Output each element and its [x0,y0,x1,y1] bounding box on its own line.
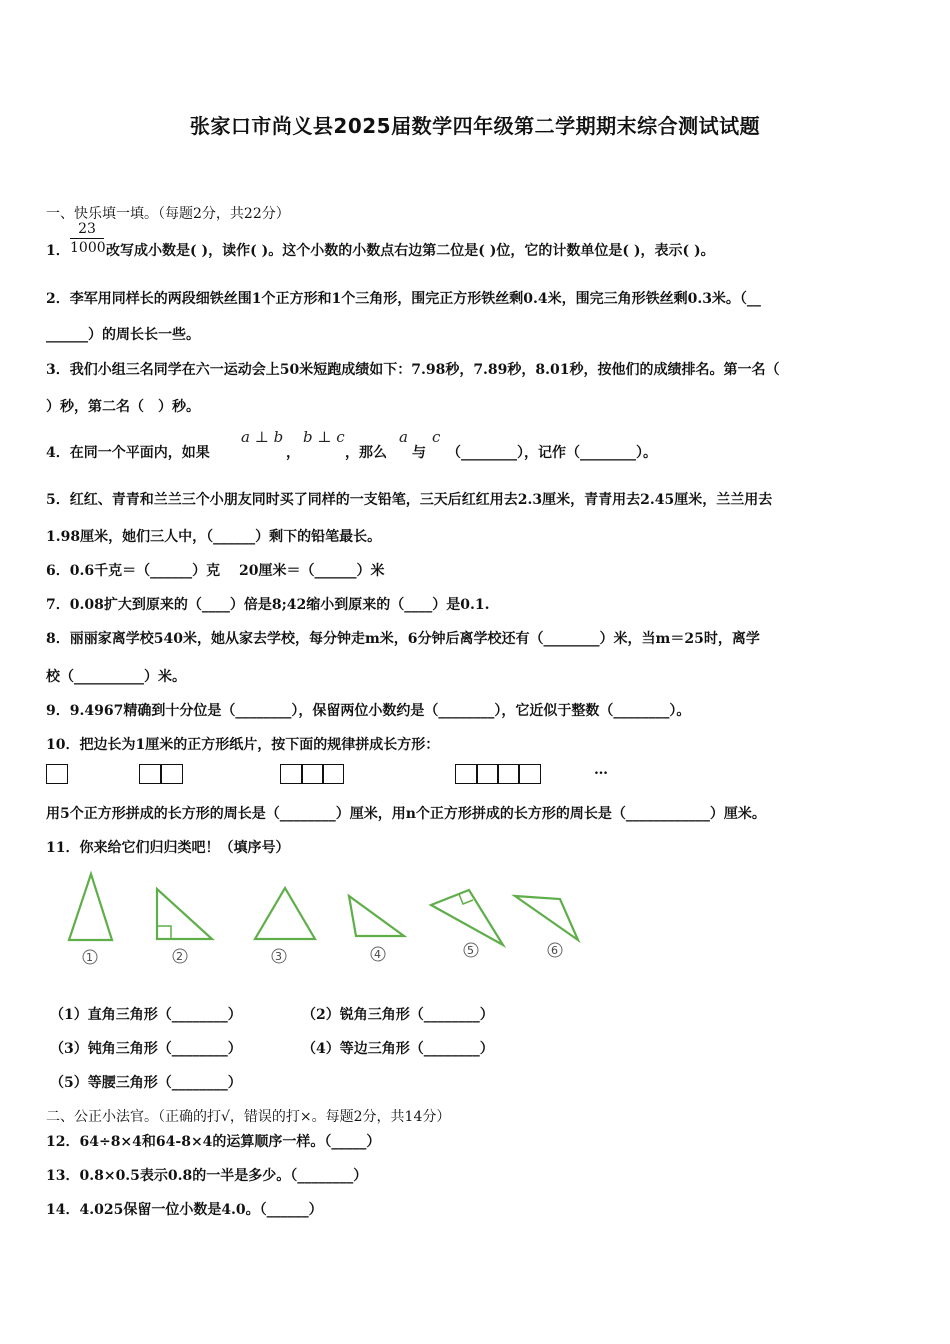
triangle-1 [69,874,112,940]
triangle-label-2: 2 [176,950,183,963]
triangle-6 [515,896,578,940]
q4-with: 与 [412,445,426,461]
triangle-2 [157,889,212,939]
triangle-label-4: 4 [374,948,381,961]
q7-text: 7．0.08扩大到原来的（____）倍是8;42缩小到原来的（____）是0.1. [46,597,490,613]
q4-expr-a-perp-b: a ⊥ b [241,428,284,446]
right-angle-marker-2 [157,926,171,939]
q4-prefix: 4．在同一个平面内，如果 [46,445,210,461]
q13-text: 13．0.8×0.5表示0.8的一半是多少。（________） [46,1168,368,1184]
q5-line1: 5．红红、青青和兰兰三个小朋友同时买了同样的一支铅笔，三天后红红用去2.3厘米，青青用去2.45厘米，兰兰用去 [46,492,773,508]
q9-text: 9．9.4967精确到十分位是（________），保留两位小数约是（________），它近似于整数（________）。 [46,703,691,719]
section-2-heading: 二、公正小法官。（正确的打√，错误的打×。每题2分，共14分） [46,1109,451,1125]
triangle-5 [431,890,503,945]
triangle-label-3: 3 [275,950,282,963]
triangle-label-6: 6 [551,944,558,957]
triangle-label-1: 1 [86,951,93,964]
q2-line2: ______）的周长长一些。 [46,327,200,343]
q4-var-a: a [399,428,408,446]
square-1 [46,764,68,784]
q10-line1: 10．把边长为1厘米的正方形纸片，按下面的规律拼成长方形： [46,737,440,753]
q4-then: ，那么 [345,445,387,461]
q4-comma: ， [286,445,300,461]
q8-line1: 8．丽丽家离学校540米，她从家去学校，每分钟走m米，6分钟后离学校还有（________）米，当m＝25时，离学 [46,631,760,647]
q11-category-3: （3）钝角三角形（________） [50,1041,242,1057]
square-3 [280,764,344,784]
q14-text: 14．4.025保留一位小数是4.0。（______） [46,1202,323,1218]
q11-category-5: （5）等腰三角形（________） [50,1075,242,1091]
triangle-3 [255,888,315,939]
q10-line2: 用5个正方形拼成的长方形的周长是（________）厘米，用n个正方形拼成的长方形的周长是（____________）厘米。 [46,806,766,822]
q3-line1: 3．我们小组三名同学在六一运动会上50米短跑成绩如下：7.98秒，7.89秒，8.01秒，按他们的成绩排名。第一名（ [46,362,780,378]
q11-line1: 11．你来给它们归归类吧！（填序号） [46,840,290,856]
q4-expr-b-perp-c: b ⊥ c [303,428,345,446]
square-4 [455,764,541,784]
triangle-label-5: 5 [467,944,474,957]
q8-line2: 校（__________）米。 [46,669,186,685]
right-angle-marker-5 [459,894,473,904]
section-1-heading: 一、快乐填一填。（每题2分，共22分） [46,206,290,222]
q4-var-c: c [432,428,441,446]
q1-text: 改写成小数是( )，读作( )。这个小数的小数点右边第二位是( )位，它的计数单位是( )，表示( )。 [106,243,715,259]
q11-category-2: （2）锐角三角形（________） [302,1007,494,1023]
square-2 [139,764,183,784]
fraction-numerator: 23 [70,220,104,239]
q11-category-1: （1）直角三角形（________） [50,1007,242,1023]
q11-triangles [60,868,600,968]
q4-suffix: （________），记作（________）。 [447,445,657,461]
q3-line2: ）秒，第二名（ ）秒。 [46,399,200,415]
q12-text: 12．64÷8×4和64-8×4的运算顺序一样。（_____） [46,1134,381,1150]
triangle-4 [349,896,404,936]
q10-ellipsis: … [594,762,609,778]
q5-line2: 1.98厘米，她们三人中，（______）剩下的铅笔最长。 [46,529,382,545]
page-title: 张家口市尚义县2025届数学四年级第二学期期末综合测试试题 [189,114,761,138]
q1-number: 1． [46,243,70,259]
fraction-denominator: 1000 [70,240,106,256]
q6-text: 6．0.6千克＝（______）克 20厘米＝（______）米 [46,563,385,579]
q2-line1: 2．李军用同样长的两段细铁丝围1个正方形和1个三角形，围完正方形铁丝剩0.4米，围完三角形铁丝剩0.3米。（__ [46,291,761,307]
q11-category-4: （4）等边三角形（________） [302,1041,494,1057]
q1-fraction [70,220,104,257]
